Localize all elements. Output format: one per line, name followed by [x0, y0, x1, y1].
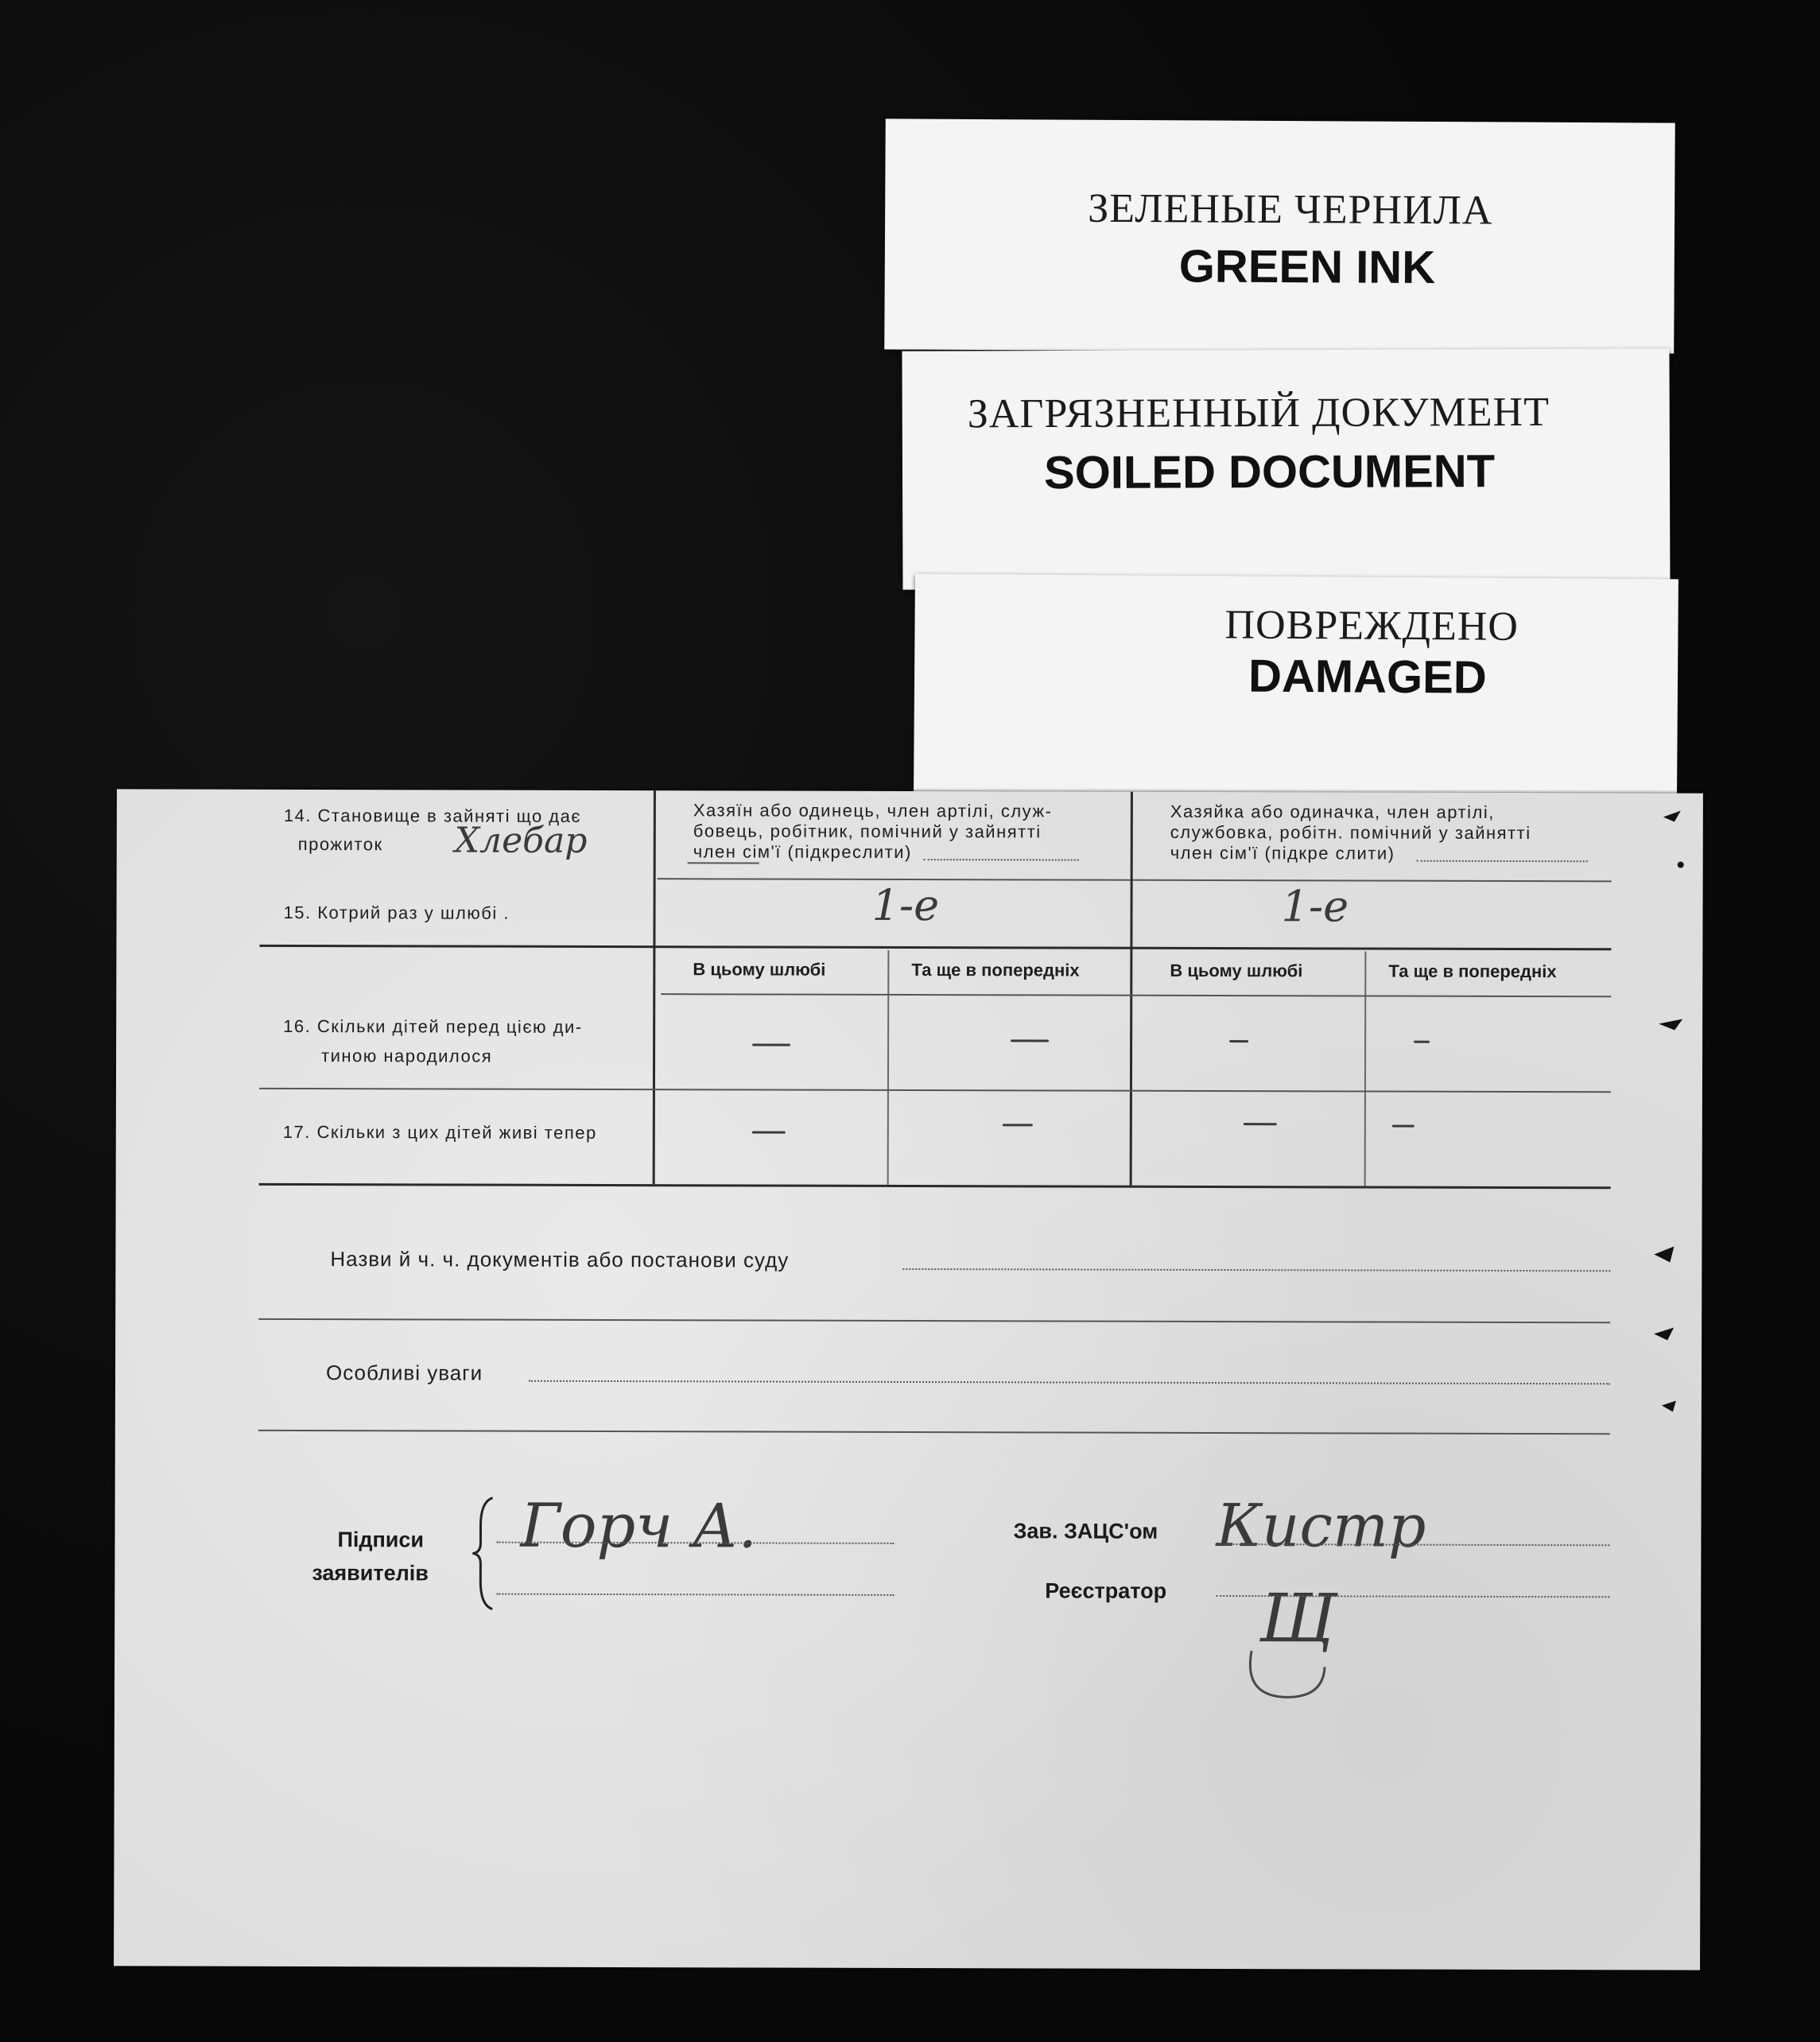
registrar-flourish [1236, 1619, 1347, 1706]
q15-bottom-rule [259, 945, 1611, 950]
q14-groom-option-1: Хазяїн або одинець, член артілі, служ- [693, 800, 1053, 821]
remarks-dots [529, 1380, 1610, 1385]
q17-groom-current-dash [752, 1131, 786, 1133]
soiled-document-label [902, 348, 1670, 589]
green-ink-label-ru: ЗЕЛЕНЫЕ ЧЕРНИЛА [1088, 185, 1493, 234]
bride-previous-header: Та ще в попередніх [1388, 961, 1557, 982]
q14-groom-dots [924, 859, 1079, 861]
applicant-signature-dots-2 [496, 1594, 894, 1596]
q16-label-cont: тиною народилося [321, 1046, 493, 1066]
applicants-signature-label: Підписи [337, 1528, 425, 1552]
q17-bride-current-dash [1244, 1123, 1277, 1125]
q14-bride-option-2: службовка, робітн. помічний у зайнятті [1170, 821, 1531, 844]
q14-handwritten-occupation: Хлебар [454, 820, 588, 861]
soiled-document-label-ru: ЗАГРЯЗНЕННЫЙ ДОКУМЕНТ [967, 389, 1550, 437]
q16-groom-previous-dash [1011, 1039, 1049, 1042]
table-bottom-rule [259, 1183, 1611, 1189]
documents-dots [902, 1268, 1610, 1271]
q16-bride-previous-dash [1414, 1041, 1430, 1043]
registry-form-sheet [114, 789, 1703, 1970]
damaged-label [914, 574, 1678, 798]
damaged-label-ru: ПОВРЕЖДЕНО [1224, 602, 1519, 650]
q14-groom-option-2: бовець, робітник, помічний у зайнятті [693, 821, 1042, 842]
q14-label: 14. Становище в зайняті що дає [283, 805, 582, 826]
remarks-label: Особливі уваги [325, 1361, 483, 1385]
head-zags-signature: Кистр [1216, 1492, 1426, 1561]
soiled-document-label-en: SOILED DOCUMENT [1043, 445, 1496, 499]
documents-rule [258, 1318, 1610, 1323]
q16-bottom-rule [259, 1088, 1611, 1093]
green-ink-label-en: GREEN INK [1178, 240, 1436, 294]
groom-previous-header: Та ще в попередніх [911, 960, 1080, 980]
q15-bride-value: 1-е [1281, 881, 1349, 932]
remarks-rule [258, 1430, 1610, 1434]
q14-bride-dots [1417, 860, 1588, 863]
applicants-signature-label-cont: заявителів [312, 1561, 429, 1586]
documents-label: Назви й ч. ч. документів або постанови суду [330, 1247, 790, 1272]
q14-bride-option-1: Хазяйка або одиначка, член артілі, [1170, 801, 1495, 822]
damaged-label-en: DAMAGED [1248, 650, 1487, 704]
bride-current-header: В цьому шлюбі [1170, 960, 1303, 981]
q14-groom-option-3: член сім'ї (підкреслити) [693, 841, 912, 863]
registrar-signature: Щ [1259, 1579, 1337, 1658]
registrar-label: Реєстратор [1045, 1578, 1167, 1603]
q14-bottom-line [658, 878, 1612, 882]
q16-label: 16. Скільки дітей перед цією ди- [283, 1015, 583, 1037]
q17-groom-previous-dash [1003, 1124, 1033, 1126]
q17-label: 17. Скільки з цих дітей живі тепер [282, 1121, 597, 1143]
children-header-rule [661, 993, 1611, 997]
q14-label-cont: прожиток [297, 833, 383, 855]
head-zags-label: Зав. ЗАЦС'ом [1013, 1519, 1158, 1543]
applicants-brace [468, 1494, 500, 1613]
q16-bride-current-dash [1229, 1040, 1248, 1042]
col-divider-bride [1130, 792, 1133, 1186]
col-divider-groom [653, 790, 656, 1184]
q16-groom-current-dash [752, 1043, 790, 1046]
q15-groom-value: 1-е [871, 879, 940, 931]
q14-groom-underline [688, 862, 759, 864]
groom-current-header: В цьому шлюбі [693, 959, 826, 980]
green-ink-label [884, 118, 1675, 353]
col-divider-groom-prev [887, 950, 890, 1185]
applicant-signature: Горч А. [520, 1489, 758, 1562]
q14-bride-option-3: член сім'ї (підкре слити) [1170, 842, 1395, 864]
col-divider-bride-prev [1364, 952, 1367, 1186]
q15-label: 15. Котрий раз у шлюбі . [283, 902, 510, 923]
q17-bride-previous-dash [1392, 1125, 1414, 1128]
punch-holes [1617, 793, 1703, 1667]
